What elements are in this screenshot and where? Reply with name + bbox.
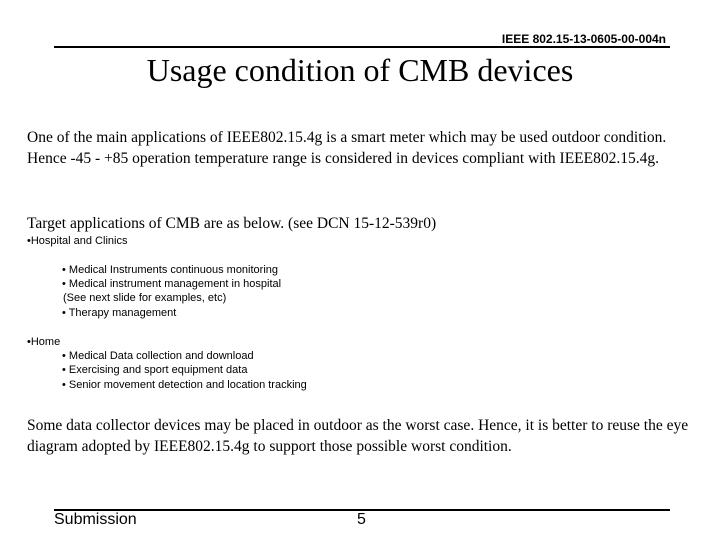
target-applications-line: Target applications of CMB are as below. (see DCN 15-12-539r0) (27, 215, 437, 232)
footer-submission-label: Submission (54, 511, 137, 528)
page-number: 5 (357, 511, 366, 528)
closing-paragraph: Some data collector devices may be placed in outdoor as the worst case. Hence, it is better to reuse the eye diagram adopted by IEEE802.15.4g to support those possible worst condition. (27, 417, 689, 455)
hospital-item: • Therapy management (62, 307, 177, 319)
header-divider (54, 46, 670, 48)
home-item: • Medical Data collection and download (62, 350, 254, 362)
hospital-heading: •Hospital and Clinics (27, 235, 128, 247)
hospital-item: • Medical instrument management in hospital (62, 278, 282, 290)
home-item: • Senior movement detection and location tracking (62, 379, 307, 391)
slide-title: Usage condition of CMB devices (146, 52, 574, 88)
hospital-item-note: (See next slide for examples, etc) (63, 292, 227, 304)
intro-paragraph: One of the main applications of IEEE802.15.4g is a smart meter which may be used outdoor condition. Hence -45 - +85 operation temperature range is considered in devices compliant with IEEE802.15.4g. (27, 129, 667, 167)
document-id: IEEE 802.15-13-0605-00-004n (501, 32, 666, 46)
home-heading: •Home (27, 336, 61, 348)
hospital-item: • Medical Instruments continuous monitoring (62, 264, 279, 276)
home-item: • Exercising and sport equipment data (62, 364, 248, 376)
